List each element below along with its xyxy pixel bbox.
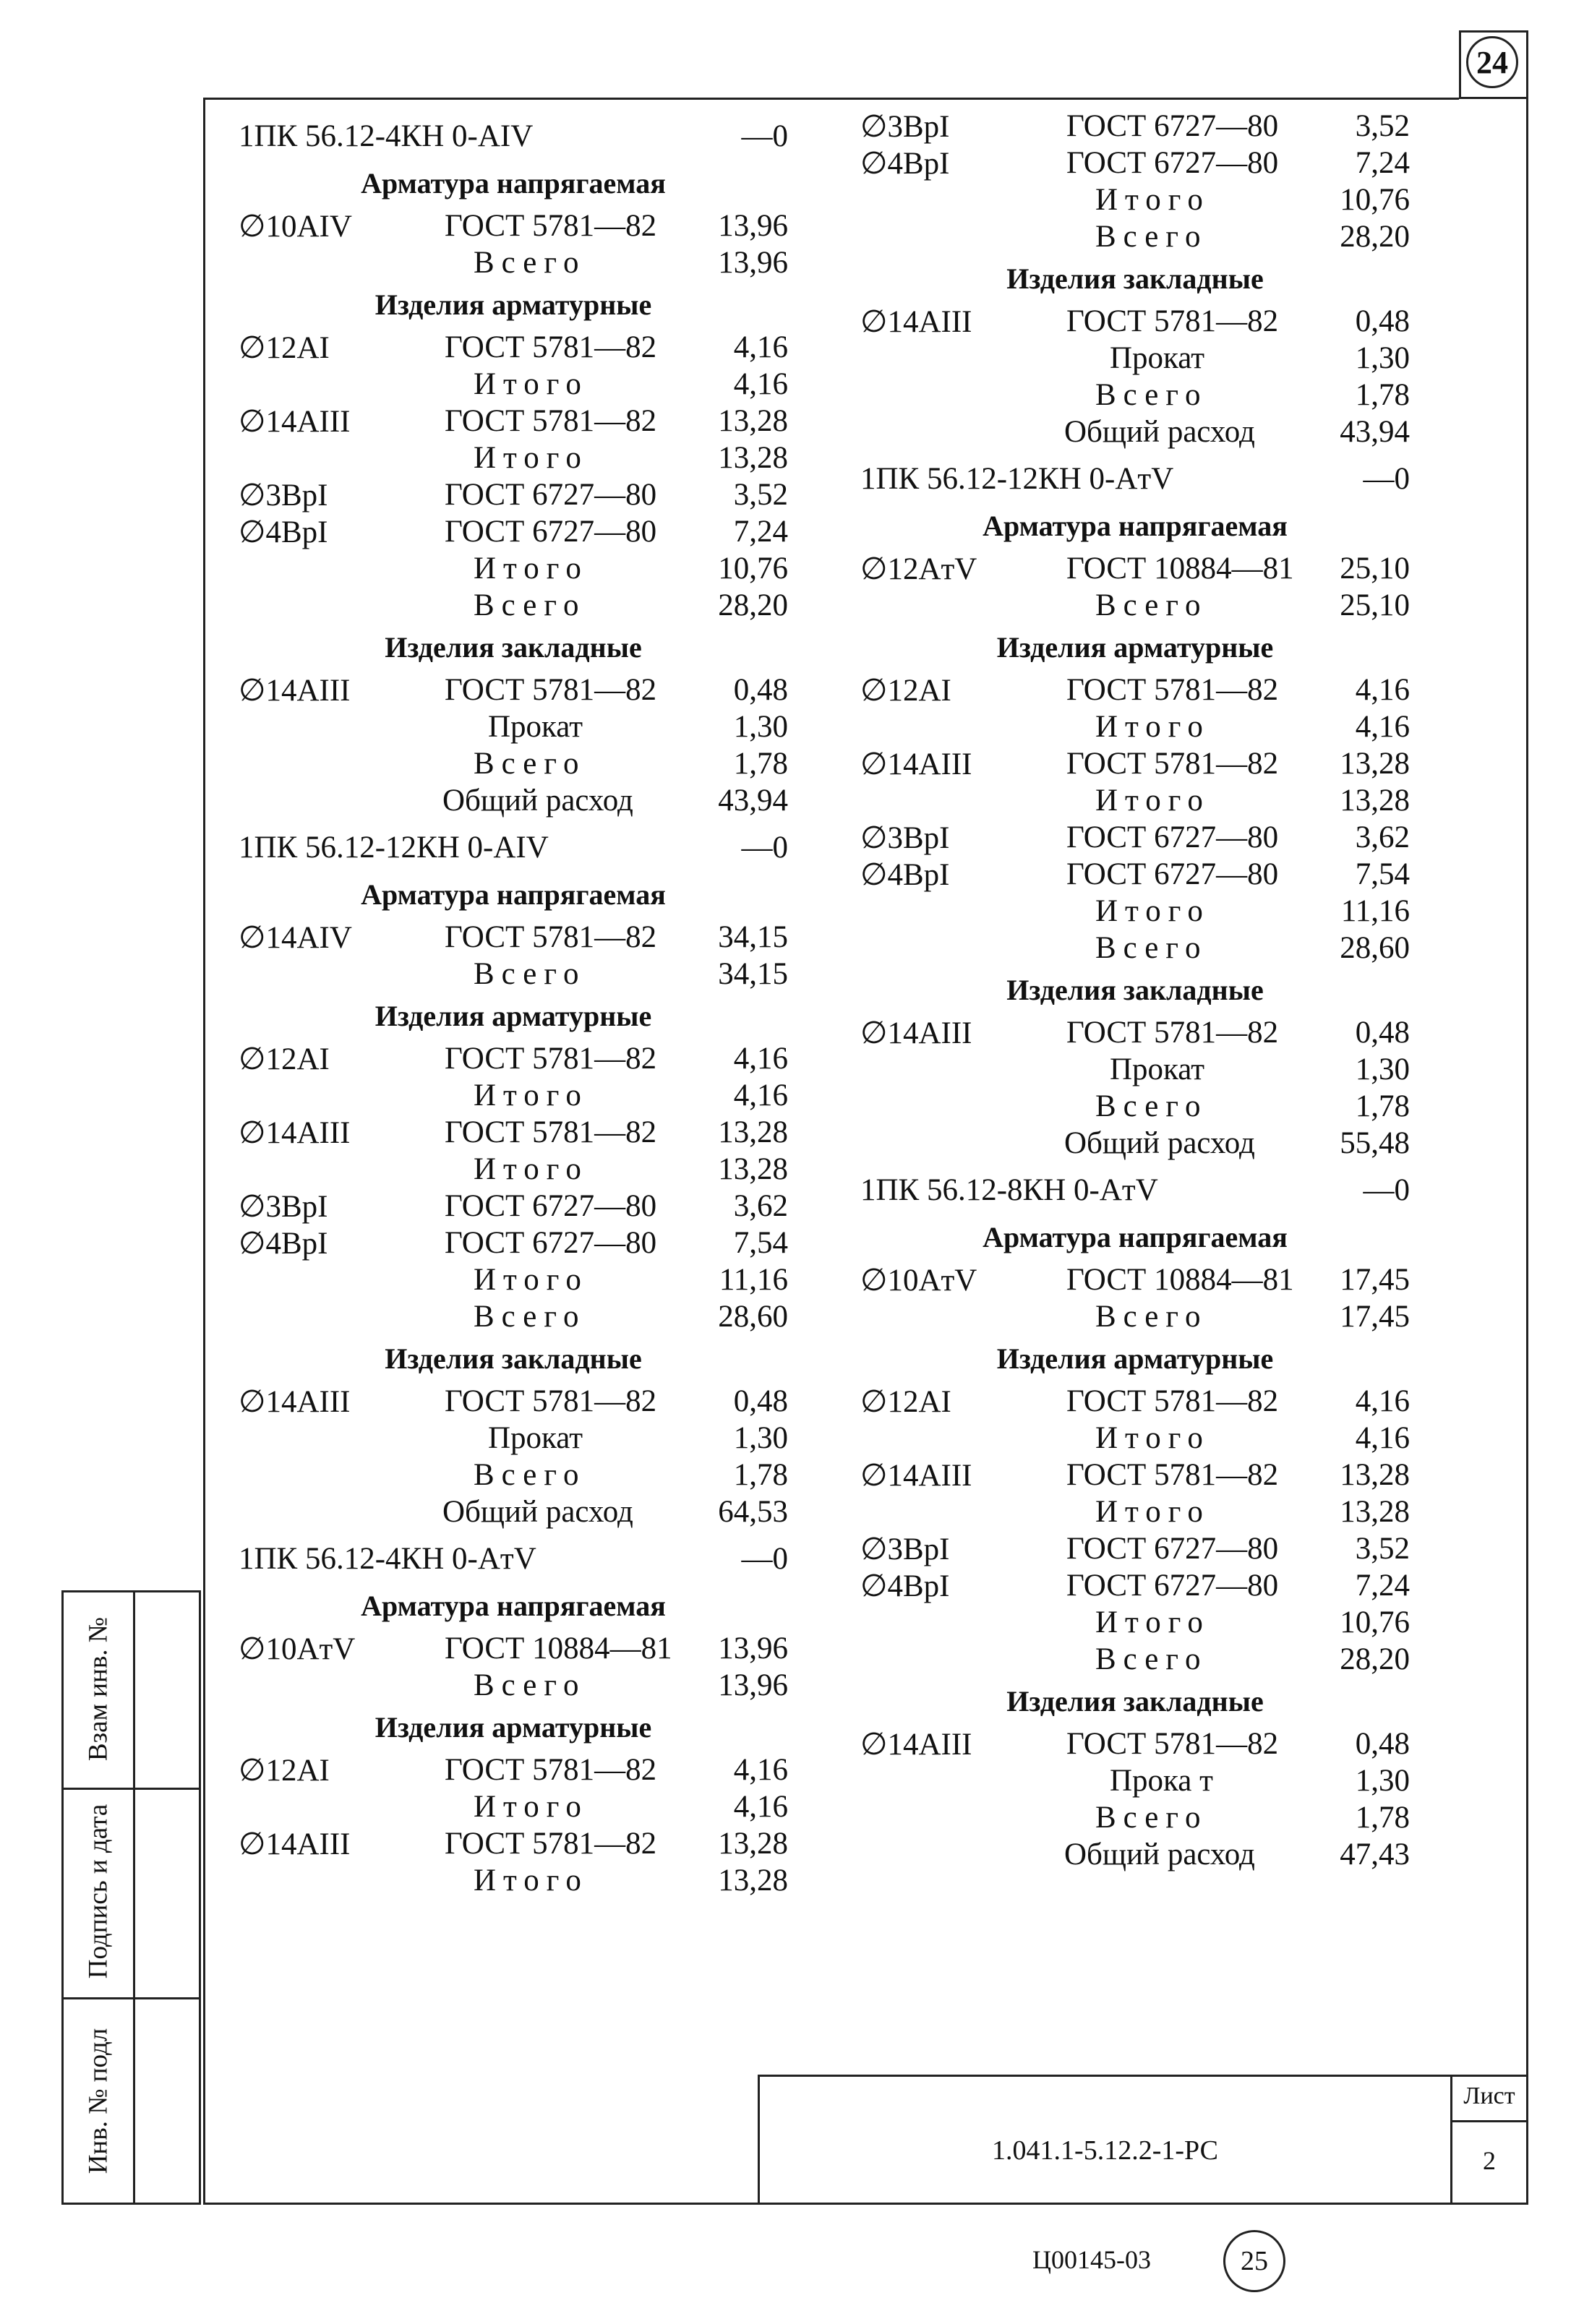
rebar-mark: ∅12AI bbox=[239, 331, 330, 365]
total-label: Итого bbox=[1095, 1495, 1210, 1529]
product-mark: 1ПК 56.12-8КН 0-AтV bbox=[860, 1173, 1158, 1207]
total-row bbox=[860, 1299, 1410, 1336]
rolled-steel-value: 1,30 bbox=[733, 710, 788, 744]
mass-value: 3,52 bbox=[1355, 109, 1410, 143]
rolled-steel-label: Прокат bbox=[1110, 1052, 1205, 1086]
total-label: Всего bbox=[1095, 220, 1208, 254]
material-row bbox=[860, 1015, 1410, 1052]
total-row bbox=[860, 377, 1410, 414]
rolled-steel-value: 1,30 bbox=[1355, 341, 1410, 375]
standard: ГОСТ 5781—82 bbox=[445, 1115, 657, 1149]
rebar-mark: ∅14AIII bbox=[860, 747, 972, 781]
total-label: Всего bbox=[1095, 588, 1208, 622]
section-heading: Изделия арматурные bbox=[374, 1711, 652, 1744]
total-label: Итого bbox=[1095, 894, 1210, 928]
total-row bbox=[860, 219, 1410, 256]
rolled-steel-label: Прокат bbox=[1110, 341, 1205, 375]
total-row bbox=[239, 551, 788, 588]
section-heading: Изделия закладные bbox=[1006, 262, 1264, 295]
total-row bbox=[860, 1642, 1410, 1678]
standard: ГОСТ 5781—82 bbox=[445, 1827, 657, 1861]
mass-value: 7,54 bbox=[733, 1226, 788, 1260]
total-row bbox=[860, 1420, 1410, 1457]
material-row bbox=[860, 1726, 1410, 1763]
rebar-mark: ∅14AIV bbox=[239, 921, 352, 955]
mass-value: 3,52 bbox=[1355, 1532, 1410, 1566]
total-value: 1,78 bbox=[1355, 1089, 1410, 1123]
total-value: 28,60 bbox=[718, 1300, 788, 1334]
rebar-mark: ∅12AI bbox=[860, 1385, 951, 1419]
rebar-mark: ∅14AIII bbox=[239, 1116, 351, 1150]
rebar-mark: ∅4ВрI bbox=[239, 1227, 328, 1261]
product-quantity: —0 bbox=[1363, 1173, 1410, 1207]
total-value: 13,96 bbox=[718, 246, 788, 280]
material-row bbox=[860, 304, 1410, 340]
material-row bbox=[860, 672, 1410, 709]
sheet-number: 2 bbox=[1483, 2146, 1496, 2175]
total-row bbox=[860, 182, 1410, 219]
standard: ГОСТ 5781—82 bbox=[1066, 1384, 1279, 1418]
mass-value: 0,48 bbox=[1355, 1727, 1410, 1761]
total-label: Всего bbox=[474, 1668, 586, 1702]
material-row bbox=[860, 108, 1410, 145]
total-value: 1,78 bbox=[1355, 378, 1410, 412]
total-value: 13,28 bbox=[1340, 1495, 1410, 1529]
total-row bbox=[239, 1152, 788, 1188]
mass-value: 0,48 bbox=[733, 1384, 788, 1418]
total-value: 1,78 bbox=[733, 747, 788, 781]
total-row bbox=[860, 1494, 1410, 1531]
standard: ГОСТ 10884—81 bbox=[445, 1631, 672, 1665]
rebar-mark: ∅14AIII bbox=[239, 1827, 351, 1861]
material-row bbox=[239, 330, 788, 366]
rebar-mark: ∅4ВрI bbox=[860, 1569, 950, 1603]
total-row bbox=[239, 1457, 788, 1494]
total-row bbox=[239, 366, 788, 403]
rolled-steel-row bbox=[239, 709, 788, 746]
rebar-mark: ∅3ВрI bbox=[860, 1532, 950, 1566]
rolled-steel-row bbox=[860, 340, 1410, 377]
product-header bbox=[239, 1541, 788, 1583]
rebar-mark: ∅10AтV bbox=[239, 1632, 356, 1666]
total-label: Всего bbox=[474, 1300, 586, 1334]
rolled-steel-row bbox=[860, 1763, 1410, 1800]
standard: ГОСТ 5781—82 bbox=[1066, 673, 1279, 707]
product-header bbox=[860, 461, 1410, 503]
rolled-steel-value: 1,30 bbox=[733, 1421, 788, 1455]
product-header bbox=[239, 830, 788, 872]
total-label: Итого bbox=[474, 1079, 588, 1112]
material-row bbox=[860, 820, 1410, 857]
mass-value: 4,16 bbox=[1355, 673, 1410, 707]
standard: ГОСТ 6727—80 bbox=[1066, 820, 1279, 854]
total-label: Всего bbox=[1095, 1300, 1208, 1334]
standard: ГОСТ 10884—81 bbox=[1066, 552, 1294, 586]
mass-value: 3,62 bbox=[1355, 820, 1410, 854]
material-row bbox=[239, 672, 788, 709]
total-label: Всего bbox=[1095, 1801, 1208, 1835]
rolled-steel-label: Прокат bbox=[488, 1421, 583, 1455]
total-value: 1,78 bbox=[733, 1458, 788, 1492]
mass-value: 4,16 bbox=[1355, 1384, 1410, 1418]
section-heading: Арматура напрягаемая bbox=[983, 510, 1288, 542]
total-row bbox=[239, 1668, 788, 1705]
total-row bbox=[860, 1089, 1410, 1125]
total-consumption-label: Общий расход bbox=[442, 1495, 633, 1529]
mass-value: 13,28 bbox=[718, 1115, 788, 1149]
material-row bbox=[239, 1826, 788, 1863]
total-row bbox=[860, 709, 1410, 746]
product-header bbox=[860, 1172, 1410, 1214]
material-row bbox=[239, 1041, 788, 1078]
section-heading: Изделия арматурные bbox=[374, 288, 652, 321]
product-mark: 1ПК 56.12-4КН 0-AтV bbox=[239, 1542, 536, 1576]
total-consumption-value: 43,94 bbox=[1340, 415, 1410, 449]
footer-code: Ц00145-03 bbox=[1032, 2245, 1151, 2274]
total-row bbox=[239, 956, 788, 993]
title-block-separator bbox=[1450, 2120, 1526, 2122]
rebar-mark: ∅3ВрI bbox=[860, 821, 950, 855]
rebar-mark: ∅4ВрI bbox=[860, 147, 950, 181]
total-value: 11,16 bbox=[1340, 894, 1410, 928]
side-stamp-divider bbox=[133, 1592, 135, 2203]
spec-column-left bbox=[239, 108, 788, 1900]
section-heading: Изделия закладные bbox=[385, 631, 642, 664]
total-value: 4,16 bbox=[1355, 1421, 1410, 1455]
sheet-badge: 24 bbox=[1466, 36, 1518, 88]
rebar-mark: ∅3ВрI bbox=[860, 110, 950, 144]
total-consumption-label: Общий расход bbox=[1064, 1126, 1255, 1160]
rebar-mark: ∅3ВрI bbox=[239, 479, 328, 513]
product-mark: 1ПК 56.12-12КН 0-AтV bbox=[860, 462, 1174, 496]
rolled-steel-label: Прокат bbox=[488, 710, 583, 744]
product-mark: 1ПК 56.12-12КН 0-AIV bbox=[239, 831, 549, 865]
product-quantity: —0 bbox=[1363, 462, 1410, 496]
side-stamp bbox=[61, 1590, 201, 2205]
rebar-mark: ∅12AI bbox=[860, 674, 951, 708]
inv-orig-label: Инв. № подл bbox=[83, 2028, 114, 2174]
total-value: 28,20 bbox=[1340, 1642, 1410, 1676]
total-value: 13,28 bbox=[718, 1152, 788, 1186]
total-label: Итого bbox=[474, 1790, 588, 1824]
total-label: Итого bbox=[474, 441, 588, 475]
standard: ГОСТ 5781—82 bbox=[445, 1042, 657, 1076]
section-heading: Арматура напрягаемая bbox=[361, 878, 666, 911]
material-row bbox=[239, 208, 788, 245]
mass-value: 7,24 bbox=[733, 515, 788, 549]
rebar-mark: ∅14AIII bbox=[860, 1016, 972, 1050]
material-row bbox=[860, 1457, 1410, 1494]
rolled-steel-value: 1,30 bbox=[1355, 1764, 1410, 1798]
material-row bbox=[860, 857, 1410, 893]
total-label: Всего bbox=[474, 747, 586, 781]
total-label: Итого bbox=[1095, 183, 1210, 217]
rebar-mark: ∅14AIII bbox=[860, 1728, 972, 1762]
total-value: 4,16 bbox=[1355, 710, 1410, 744]
material-row bbox=[860, 746, 1410, 783]
section-heading: Изделия арматурные bbox=[996, 1342, 1274, 1375]
rebar-mark: ∅12AтV bbox=[860, 552, 977, 586]
mass-value: 13,28 bbox=[718, 1827, 788, 1861]
rebar-mark: ∅14AIII bbox=[239, 674, 351, 708]
standard: ГОСТ 5781—82 bbox=[445, 1753, 657, 1787]
total-value: 13,28 bbox=[1340, 784, 1410, 818]
total-row bbox=[239, 588, 788, 625]
standard: ГОСТ 5781—82 bbox=[445, 920, 657, 954]
section-heading: Арматура напрягаемая bbox=[361, 1590, 666, 1622]
material-row bbox=[239, 1752, 788, 1789]
total-value: 28,20 bbox=[718, 588, 788, 622]
total-row bbox=[860, 893, 1410, 930]
standard: ГОСТ 6727—80 bbox=[1066, 857, 1279, 891]
material-row bbox=[860, 1568, 1410, 1605]
total-consumption-label: Общий расход bbox=[1064, 415, 1255, 449]
mass-value: 4,16 bbox=[733, 1042, 788, 1076]
standard: ГОСТ 5781—82 bbox=[1066, 1016, 1279, 1050]
total-consumption-label: Общий расход bbox=[442, 784, 633, 818]
material-row bbox=[239, 477, 788, 514]
footer-page-number: 25 bbox=[1223, 2230, 1285, 2292]
material-row bbox=[860, 1531, 1410, 1568]
total-consumption-row bbox=[860, 1837, 1410, 1874]
standard: ГОСТ 5781—82 bbox=[1066, 1458, 1279, 1492]
total-label: Итого bbox=[474, 1263, 588, 1297]
mass-value: 34,15 bbox=[718, 920, 788, 954]
section-heading: Изделия закладные bbox=[385, 1342, 642, 1375]
mass-value: 13,28 bbox=[1340, 747, 1410, 781]
total-row bbox=[239, 245, 788, 282]
mass-value: 13,96 bbox=[718, 1631, 788, 1665]
material-row bbox=[239, 1225, 788, 1262]
total-row bbox=[860, 783, 1410, 820]
product-header bbox=[239, 119, 788, 160]
total-value: 13,28 bbox=[718, 1864, 788, 1898]
mass-value: 0,48 bbox=[1355, 1016, 1410, 1050]
material-row bbox=[239, 919, 788, 956]
standard: ГОСТ 6727—80 bbox=[445, 1226, 657, 1260]
rebar-mark: ∅4ВрI bbox=[860, 858, 950, 892]
total-row bbox=[239, 1299, 788, 1336]
mass-value: 7,54 bbox=[1355, 857, 1410, 891]
total-row bbox=[860, 1800, 1410, 1837]
total-value: 13,96 bbox=[718, 1668, 788, 1702]
total-value: 1,78 bbox=[1355, 1801, 1410, 1835]
section-heading: Изделия закладные bbox=[1006, 974, 1264, 1006]
product-quantity: —0 bbox=[741, 119, 788, 153]
total-value: 10,76 bbox=[1340, 1605, 1410, 1639]
total-consumption-value: 55,48 bbox=[1340, 1126, 1410, 1160]
total-consumption-row bbox=[239, 1494, 788, 1531]
rolled-steel-row bbox=[239, 1420, 788, 1457]
total-label: Итого bbox=[474, 1152, 588, 1186]
rolled-steel-row bbox=[860, 1052, 1410, 1089]
total-consumption-row bbox=[860, 1125, 1410, 1162]
material-row bbox=[239, 514, 788, 551]
total-row bbox=[239, 440, 788, 477]
standard: ГОСТ 5781—82 bbox=[445, 330, 657, 364]
total-value: 17,45 bbox=[1340, 1300, 1410, 1334]
total-label: Итого bbox=[1095, 710, 1210, 744]
product-mark: 1ПК 56.12-4КН 0-AIV bbox=[239, 119, 534, 153]
section-heading: Арматура напрягаемая bbox=[983, 1221, 1288, 1253]
material-row bbox=[860, 1262, 1410, 1299]
section-heading: Изделия арматурные bbox=[996, 631, 1274, 664]
total-row bbox=[239, 746, 788, 783]
total-label: Итого bbox=[474, 367, 588, 401]
material-row bbox=[239, 1188, 788, 1225]
rebar-mark: ∅10AтV bbox=[860, 1264, 977, 1298]
mass-value: 4,16 bbox=[733, 1753, 788, 1787]
standard: ГОСТ 5781—82 bbox=[1066, 304, 1279, 338]
total-label: Итого bbox=[1095, 784, 1210, 818]
mass-value: 3,62 bbox=[733, 1189, 788, 1223]
mass-value: 0,48 bbox=[1355, 304, 1410, 338]
total-label: Всего bbox=[474, 1458, 586, 1492]
standard: ГОСТ 5781—82 bbox=[1066, 747, 1279, 781]
mass-value: 4,16 bbox=[733, 330, 788, 364]
standard: ГОСТ 5781—82 bbox=[445, 209, 657, 243]
standard: ГОСТ 6727—80 bbox=[445, 478, 657, 512]
rebar-mark: ∅14AIII bbox=[239, 1385, 351, 1419]
total-consumption-label: Общий расход bbox=[1064, 1838, 1255, 1871]
total-row bbox=[860, 930, 1410, 967]
mass-value: 17,45 bbox=[1340, 1263, 1410, 1297]
total-label: Всего bbox=[1095, 378, 1208, 412]
mass-value: 13,96 bbox=[718, 209, 788, 243]
total-value: 28,20 bbox=[1340, 220, 1410, 254]
mass-value: 7,24 bbox=[1355, 1569, 1410, 1603]
total-row bbox=[860, 1605, 1410, 1642]
signature-date-label: Подпись и дата bbox=[83, 1804, 114, 1979]
rebar-mark: ∅14AIII bbox=[860, 305, 972, 339]
mass-value: 0,48 bbox=[733, 673, 788, 707]
rebar-mark: ∅14AIII bbox=[239, 405, 351, 439]
total-label: Всего bbox=[474, 588, 586, 622]
total-value: 4,16 bbox=[733, 1079, 788, 1112]
rebar-mark: ∅3ВрI bbox=[239, 1190, 328, 1224]
title-block bbox=[758, 2075, 1528, 2205]
total-label: Итого bbox=[474, 552, 588, 586]
total-value: 25,10 bbox=[1340, 588, 1410, 622]
total-value: 13,28 bbox=[718, 441, 788, 475]
total-label: Всего bbox=[474, 957, 586, 991]
total-consumption-value: 64,53 bbox=[718, 1495, 788, 1529]
standard: ГОСТ 5781—82 bbox=[445, 673, 657, 707]
standard: ГОСТ 6727—80 bbox=[1066, 1532, 1279, 1566]
total-label: Всего bbox=[1095, 1642, 1208, 1676]
product-quantity: —0 bbox=[741, 1542, 788, 1576]
total-label: Итого bbox=[1095, 1605, 1210, 1639]
mass-value: 7,24 bbox=[1355, 146, 1410, 180]
material-row bbox=[860, 1384, 1410, 1420]
section-heading: Арматура напрягаемая bbox=[361, 167, 666, 200]
total-row bbox=[239, 1789, 788, 1826]
rolled-steel-value: 1,30 bbox=[1355, 1052, 1410, 1086]
total-value: 10,76 bbox=[1340, 183, 1410, 217]
standard: ГОСТ 5781—82 bbox=[445, 404, 657, 438]
mass-value: 3,52 bbox=[733, 478, 788, 512]
total-label: Всего bbox=[1095, 1089, 1208, 1123]
rebar-mark: ∅12AI bbox=[239, 1042, 330, 1076]
sheet-label: Лист bbox=[1463, 2083, 1515, 2109]
total-row bbox=[239, 1863, 788, 1900]
material-row bbox=[860, 145, 1410, 182]
document-code: 1.041.1-5.12.2-1-РС bbox=[992, 2135, 1218, 2166]
standard: ГОСТ 6727—80 bbox=[1066, 1569, 1279, 1603]
material-row bbox=[239, 403, 788, 440]
total-value: 4,16 bbox=[733, 1790, 788, 1824]
total-consumption-value: 47,43 bbox=[1340, 1838, 1410, 1871]
total-consumption-value: 43,94 bbox=[718, 784, 788, 818]
total-value: 11,16 bbox=[719, 1263, 788, 1297]
total-consumption-row bbox=[860, 414, 1410, 451]
total-label: Всего bbox=[1095, 931, 1208, 965]
material-row bbox=[239, 1631, 788, 1668]
rebar-mark: ∅4ВрI bbox=[239, 515, 328, 549]
section-heading: Изделия арматурные bbox=[374, 1000, 652, 1032]
total-label: Итого bbox=[1095, 1421, 1210, 1455]
material-row bbox=[860, 551, 1410, 588]
total-value: 10,76 bbox=[718, 552, 788, 586]
total-label: Всего bbox=[474, 246, 586, 280]
mass-value: 13,28 bbox=[1340, 1458, 1410, 1492]
total-row bbox=[239, 1078, 788, 1115]
standard: ГОСТ 6727—80 bbox=[1066, 146, 1279, 180]
standard: ГОСТ 6727—80 bbox=[1066, 109, 1279, 143]
total-value: 28,60 bbox=[1340, 931, 1410, 965]
material-row bbox=[239, 1384, 788, 1420]
rolled-steel-label: Прока т bbox=[1110, 1764, 1213, 1798]
section-heading: Изделия закладные bbox=[1006, 1685, 1264, 1718]
material-row bbox=[239, 1115, 788, 1152]
total-label: Итого bbox=[474, 1864, 588, 1898]
spec-column-right bbox=[860, 108, 1410, 1874]
inv-replace-label: Взам инв. № bbox=[83, 1616, 114, 1762]
mass-value: 25,10 bbox=[1340, 552, 1410, 586]
total-row bbox=[860, 588, 1410, 625]
standard: ГОСТ 6727—80 bbox=[445, 1189, 657, 1223]
rebar-mark: ∅10AIV bbox=[239, 210, 352, 244]
product-quantity: —0 bbox=[741, 831, 788, 865]
total-row bbox=[239, 1262, 788, 1299]
rebar-mark: ∅14AIII bbox=[860, 1459, 972, 1493]
mass-value: 13,28 bbox=[718, 404, 788, 438]
standard: ГОСТ 5781—82 bbox=[445, 1384, 657, 1418]
standard: ГОСТ 6727—80 bbox=[445, 515, 657, 549]
standard: ГОСТ 10884—81 bbox=[1066, 1263, 1294, 1297]
rebar-mark: ∅12AI bbox=[239, 1754, 330, 1788]
total-consumption-row bbox=[239, 783, 788, 820]
standard: ГОСТ 5781—82 bbox=[1066, 1727, 1279, 1761]
total-value: 4,16 bbox=[733, 367, 788, 401]
total-value: 34,15 bbox=[718, 957, 788, 991]
